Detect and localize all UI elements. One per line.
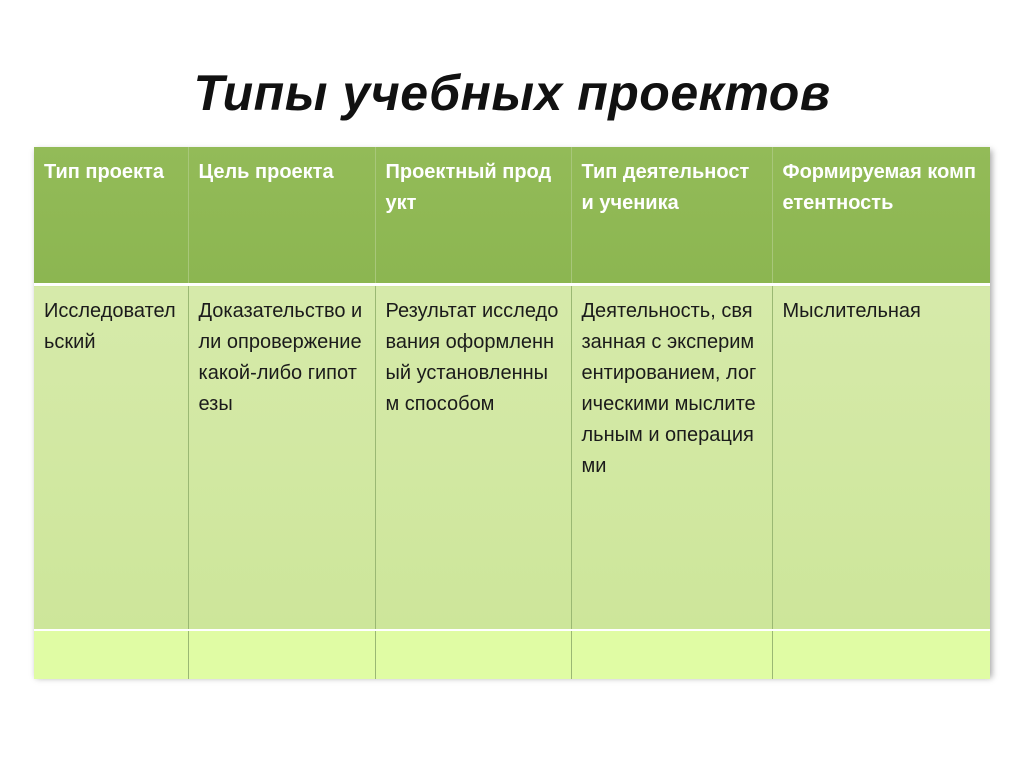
- project-types-table: [34, 147, 990, 675]
- empty-cell: [571, 630, 772, 679]
- table: [34, 147, 990, 679]
- header-project-goal: Цель проекта: [188, 147, 375, 285]
- header-project-product: Проектный продукт: [375, 147, 571, 285]
- cell-competence: Мыслительная: [772, 285, 990, 631]
- header-project-type: Тип проекта: [34, 147, 188, 285]
- empty-cell: [34, 630, 188, 679]
- slide-title: Типы учебных проектов: [193, 65, 831, 121]
- table-row-empty: [34, 630, 990, 679]
- cell-project-product: Результат исследования оформленный установленным способом: [375, 285, 571, 631]
- header-activity-type: Тип деятельности ученика: [571, 147, 772, 285]
- cell-project-goal: Доказательство или опровержение какой-либо гипотезы: [188, 285, 375, 631]
- table-row: [34, 285, 990, 631]
- cell-activity-type: Деятельность, связанная с экспериментированием, логическими мыслительным и операциями: [571, 285, 772, 631]
- cell-project-type: Исследовательский: [34, 285, 188, 631]
- header-row: [34, 147, 990, 285]
- empty-cell: [188, 630, 375, 679]
- header-competence: Формируемая компетентность: [772, 147, 990, 285]
- empty-cell: [375, 630, 571, 679]
- empty-cell: [772, 630, 990, 679]
